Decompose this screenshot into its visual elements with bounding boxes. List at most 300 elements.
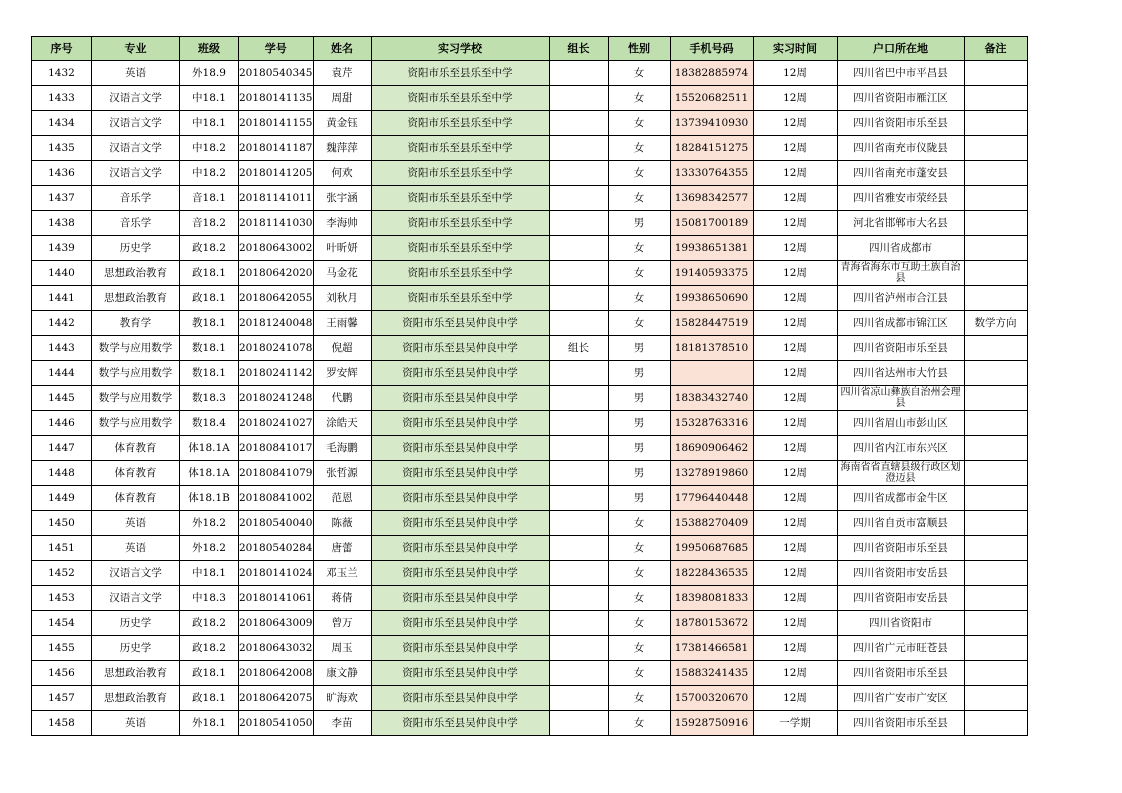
cell-remarks: 数学方向 xyxy=(964,311,1027,336)
cell-major: 英语 xyxy=(92,711,180,736)
cell-remarks xyxy=(964,611,1027,636)
cell-seq: 1455 xyxy=(32,636,92,661)
cell-duration: 12周 xyxy=(753,286,837,311)
cell-leader xyxy=(549,511,608,536)
cell-hukou: 四川省资阳市雁江区 xyxy=(837,86,964,111)
cell-duration: 12周 xyxy=(753,661,837,686)
table-row xyxy=(32,561,1028,586)
cell-name: 王雨馨 xyxy=(313,311,371,336)
cell-gender: 女 xyxy=(608,536,670,561)
cell-name: 魏萍萍 xyxy=(313,136,371,161)
cell-student-id: 20180642055 xyxy=(239,286,314,311)
table-row xyxy=(32,511,1028,536)
cell-name: 叶昕妍 xyxy=(313,236,371,261)
cell-hukou: 四川省成都市金牛区 xyxy=(837,486,964,511)
cell-remarks xyxy=(964,461,1027,486)
table-row xyxy=(32,336,1028,361)
cell-hukou: 青海省海东市互助土族自治县 xyxy=(837,261,964,286)
cell-phone: 18383432740 xyxy=(670,386,753,411)
cell-remarks xyxy=(964,536,1027,561)
cell-phone: 19938650690 xyxy=(670,286,753,311)
table-body xyxy=(32,61,1028,736)
cell-major: 历史学 xyxy=(92,236,180,261)
cell-major: 音乐学 xyxy=(92,211,180,236)
cell-major: 汉语言文学 xyxy=(92,136,180,161)
cell-leader: 组长 xyxy=(549,336,608,361)
cell-leader xyxy=(549,436,608,461)
cell-leader xyxy=(549,686,608,711)
cell-phone: 19938651381 xyxy=(670,236,753,261)
cell-leader xyxy=(549,211,608,236)
table-row xyxy=(32,361,1028,386)
table-row xyxy=(32,386,1028,411)
cell-school: 资阳市乐至县吴仲良中学 xyxy=(371,636,549,661)
cell-student-id: 20180241248 xyxy=(239,386,314,411)
cell-major: 历史学 xyxy=(92,636,180,661)
cell-duration: 12周 xyxy=(753,336,837,361)
cell-seq: 1453 xyxy=(32,586,92,611)
cell-hukou: 四川省南充市仪陇县 xyxy=(837,136,964,161)
cell-gender: 男 xyxy=(608,411,670,436)
cell-phone: 17796440448 xyxy=(670,486,753,511)
cell-hukou: 河北省邯郸市大名县 xyxy=(837,211,964,236)
cell-leader xyxy=(549,561,608,586)
cell-school: 资阳市乐至县吴仲良中学 xyxy=(371,511,549,536)
cell-remarks xyxy=(964,686,1027,711)
table-row xyxy=(32,86,1028,111)
cell-class: 中18.2 xyxy=(180,136,239,161)
cell-phone: 15388270409 xyxy=(670,511,753,536)
cell-seq: 1441 xyxy=(32,286,92,311)
cell-major: 体育教育 xyxy=(92,436,180,461)
cell-class: 体18.1B xyxy=(180,486,239,511)
cell-name: 马金花 xyxy=(313,261,371,286)
cell-phone xyxy=(670,361,753,386)
cell-remarks xyxy=(964,586,1027,611)
cell-phone: 15928750916 xyxy=(670,711,753,736)
cell-gender: 女 xyxy=(608,561,670,586)
cell-hukou: 四川省自贡市富顺县 xyxy=(837,511,964,536)
cell-name: 陈薇 xyxy=(313,511,371,536)
cell-major: 教育学 xyxy=(92,311,180,336)
cell-school: 资阳市乐至县吴仲良中学 xyxy=(371,486,549,511)
table-row xyxy=(32,536,1028,561)
cell-remarks xyxy=(964,661,1027,686)
cell-major: 音乐学 xyxy=(92,186,180,211)
cell-seq: 1448 xyxy=(32,461,92,486)
cell-school: 资阳市乐至县吴仲良中学 xyxy=(371,611,549,636)
cell-gender: 女 xyxy=(608,86,670,111)
cell-school: 资阳市乐至县吴仲良中学 xyxy=(371,711,549,736)
cell-hukou: 四川省资阳市乐至县 xyxy=(837,336,964,361)
cell-student-id: 20181141011 xyxy=(239,186,314,211)
table-row xyxy=(32,661,1028,686)
cell-leader xyxy=(549,586,608,611)
cell-leader xyxy=(549,486,608,511)
cell-duration: 12周 xyxy=(753,61,837,86)
cell-remarks xyxy=(964,286,1027,311)
cell-gender: 女 xyxy=(608,511,670,536)
table-row xyxy=(32,261,1028,286)
cell-seq: 1446 xyxy=(32,411,92,436)
cell-name: 张宇涵 xyxy=(313,186,371,211)
table-row xyxy=(32,311,1028,336)
cell-hukou: 四川省雅安市荥经县 xyxy=(837,186,964,211)
cell-school: 资阳市乐至县吴仲良中学 xyxy=(371,336,549,361)
header-duration: 实习时间 xyxy=(753,37,837,61)
cell-leader xyxy=(549,711,608,736)
cell-hukou: 四川省广安市广安区 xyxy=(837,686,964,711)
cell-remarks xyxy=(964,86,1027,111)
cell-phone: 15328763316 xyxy=(670,411,753,436)
cell-major: 数学与应用数学 xyxy=(92,336,180,361)
cell-duration: 12周 xyxy=(753,186,837,211)
cell-student-id: 20180541050 xyxy=(239,711,314,736)
cell-name: 唐蕾 xyxy=(313,536,371,561)
cell-school: 资阳市乐至县吴仲良中学 xyxy=(371,461,549,486)
cell-gender: 男 xyxy=(608,211,670,236)
cell-school: 资阳市乐至县乐至中学 xyxy=(371,86,549,111)
cell-student-id: 20180540040 xyxy=(239,511,314,536)
cell-class: 外18.2 xyxy=(180,536,239,561)
header-major: 专业 xyxy=(92,37,180,61)
cell-hukou: 四川省资阳市乐至县 xyxy=(837,111,964,136)
cell-student-id: 20180540345 xyxy=(239,61,314,86)
cell-duration: 12周 xyxy=(753,86,837,111)
cell-student-id: 20180241142 xyxy=(239,361,314,386)
table-row xyxy=(32,186,1028,211)
cell-student-id: 20180643002 xyxy=(239,236,314,261)
cell-remarks xyxy=(964,336,1027,361)
cell-major: 数学与应用数学 xyxy=(92,386,180,411)
cell-seq: 1452 xyxy=(32,561,92,586)
header-seq: 序号 xyxy=(32,37,92,61)
cell-student-id: 20180241027 xyxy=(239,411,314,436)
cell-class: 中18.3 xyxy=(180,586,239,611)
cell-remarks xyxy=(964,486,1027,511)
cell-class: 外18.9 xyxy=(180,61,239,86)
cell-remarks xyxy=(964,561,1027,586)
cell-major: 数学与应用数学 xyxy=(92,411,180,436)
cell-duration: 12周 xyxy=(753,111,837,136)
cell-seq: 1440 xyxy=(32,261,92,286)
cell-hukou: 四川省广元市旺苍县 xyxy=(837,636,964,661)
cell-seq: 1458 xyxy=(32,711,92,736)
cell-class: 政18.2 xyxy=(180,611,239,636)
cell-gender: 女 xyxy=(608,111,670,136)
header-name: 姓名 xyxy=(313,37,371,61)
cell-seq: 1451 xyxy=(32,536,92,561)
cell-hukou: 四川省达州市大竹县 xyxy=(837,361,964,386)
cell-leader xyxy=(549,286,608,311)
table-row xyxy=(32,486,1028,511)
cell-class: 体18.1A xyxy=(180,461,239,486)
cell-gender: 女 xyxy=(608,586,670,611)
header-class: 班级 xyxy=(180,37,239,61)
cell-seq: 1432 xyxy=(32,61,92,86)
cell-class: 中18.1 xyxy=(180,86,239,111)
cell-gender: 女 xyxy=(608,711,670,736)
cell-name: 袁芹 xyxy=(313,61,371,86)
cell-hukou: 四川省资阳市乐至县 xyxy=(837,711,964,736)
cell-class: 政18.1 xyxy=(180,286,239,311)
cell-gender: 女 xyxy=(608,261,670,286)
cell-student-id: 20180643032 xyxy=(239,636,314,661)
cell-gender: 男 xyxy=(608,436,670,461)
cell-student-id: 20180841002 xyxy=(239,486,314,511)
table-row xyxy=(32,61,1028,86)
cell-school: 资阳市乐至县吴仲良中学 xyxy=(371,311,549,336)
cell-school: 资阳市乐至县乐至中学 xyxy=(371,161,549,186)
cell-leader xyxy=(549,636,608,661)
cell-phone: 18284151275 xyxy=(670,136,753,161)
cell-duration: 12周 xyxy=(753,536,837,561)
cell-name: 李苗 xyxy=(313,711,371,736)
cell-major: 数学与应用数学 xyxy=(92,361,180,386)
cell-student-id: 20180141205 xyxy=(239,161,314,186)
cell-hukou: 四川省资阳市乐至县 xyxy=(837,661,964,686)
cell-phone: 18228436535 xyxy=(670,561,753,586)
cell-gender: 女 xyxy=(608,311,670,336)
header-school: 实习学校 xyxy=(371,37,549,61)
cell-duration: 12周 xyxy=(753,511,837,536)
cell-leader xyxy=(549,611,608,636)
table-row xyxy=(32,611,1028,636)
cell-class: 数18.4 xyxy=(180,411,239,436)
cell-leader xyxy=(549,386,608,411)
cell-seq: 1444 xyxy=(32,361,92,386)
cell-phone: 18398081833 xyxy=(670,586,753,611)
cell-phone: 18382885974 xyxy=(670,61,753,86)
cell-seq: 1450 xyxy=(32,511,92,536)
cell-phone: 13739410930 xyxy=(670,111,753,136)
cell-student-id: 20180141024 xyxy=(239,561,314,586)
table-row xyxy=(32,286,1028,311)
cell-major: 思想政治教育 xyxy=(92,261,180,286)
cell-student-id: 20180642008 xyxy=(239,661,314,686)
cell-gender: 男 xyxy=(608,361,670,386)
cell-gender: 女 xyxy=(608,61,670,86)
cell-leader xyxy=(549,361,608,386)
cell-seq: 1439 xyxy=(32,236,92,261)
cell-class: 政18.1 xyxy=(180,261,239,286)
header-row xyxy=(32,37,1028,61)
cell-gender: 女 xyxy=(608,661,670,686)
table-row xyxy=(32,586,1028,611)
cell-leader xyxy=(549,111,608,136)
cell-name: 何欢 xyxy=(313,161,371,186)
cell-name: 蒋倩 xyxy=(313,586,371,611)
cell-name: 旷海欢 xyxy=(313,686,371,711)
cell-remarks xyxy=(964,411,1027,436)
cell-student-id: 20180642020 xyxy=(239,261,314,286)
cell-class: 数18.3 xyxy=(180,386,239,411)
cell-duration: 12周 xyxy=(753,636,837,661)
cell-gender: 男 xyxy=(608,336,670,361)
internship-roster-table xyxy=(31,36,1028,736)
cell-hukou: 四川省成都市锦江区 xyxy=(837,311,964,336)
cell-student-id: 20181141030 xyxy=(239,211,314,236)
cell-remarks xyxy=(964,61,1027,86)
cell-duration: 12周 xyxy=(753,461,837,486)
cell-hukou: 四川省内江市东兴区 xyxy=(837,436,964,461)
cell-leader xyxy=(549,536,608,561)
cell-phone: 15828447519 xyxy=(670,311,753,336)
cell-name: 刘秋月 xyxy=(313,286,371,311)
cell-remarks xyxy=(964,211,1027,236)
cell-name: 涂皓天 xyxy=(313,411,371,436)
table-row xyxy=(32,461,1028,486)
cell-seq: 1437 xyxy=(32,186,92,211)
cell-student-id: 20180241078 xyxy=(239,336,314,361)
cell-hukou: 四川省资阳市乐至县 xyxy=(837,536,964,561)
table-row xyxy=(32,211,1028,236)
cell-seq: 1447 xyxy=(32,436,92,461)
cell-gender: 女 xyxy=(608,636,670,661)
cell-class: 政18.2 xyxy=(180,236,239,261)
cell-seq: 1433 xyxy=(32,86,92,111)
cell-duration: 12周 xyxy=(753,236,837,261)
cell-seq: 1449 xyxy=(32,486,92,511)
cell-seq: 1443 xyxy=(32,336,92,361)
cell-gender: 男 xyxy=(608,461,670,486)
cell-name: 代鹏 xyxy=(313,386,371,411)
cell-major: 体育教育 xyxy=(92,486,180,511)
cell-phone: 19950687685 xyxy=(670,536,753,561)
cell-leader xyxy=(549,661,608,686)
cell-duration: 12周 xyxy=(753,411,837,436)
table-row xyxy=(32,111,1028,136)
cell-leader xyxy=(549,236,608,261)
cell-student-id: 20180642075 xyxy=(239,686,314,711)
cell-remarks xyxy=(964,136,1027,161)
cell-duration: 12周 xyxy=(753,311,837,336)
cell-leader xyxy=(549,161,608,186)
cell-school: 资阳市乐至县吴仲良中学 xyxy=(371,686,549,711)
cell-remarks xyxy=(964,186,1027,211)
cell-school: 资阳市乐至县乐至中学 xyxy=(371,261,549,286)
cell-name: 毛海鹏 xyxy=(313,436,371,461)
cell-student-id: 20180841079 xyxy=(239,461,314,486)
cell-major: 思想政治教育 xyxy=(92,286,180,311)
cell-hukou: 四川省泸州市合江县 xyxy=(837,286,964,311)
cell-phone: 15520682511 xyxy=(670,86,753,111)
cell-student-id: 20180141061 xyxy=(239,586,314,611)
cell-seq: 1434 xyxy=(32,111,92,136)
table-row xyxy=(32,636,1028,661)
cell-major: 汉语言文学 xyxy=(92,586,180,611)
header-leader: 组长 xyxy=(549,37,608,61)
cell-hukou: 四川省南充市蓬安县 xyxy=(837,161,964,186)
cell-seq: 1442 xyxy=(32,311,92,336)
cell-major: 汉语言文学 xyxy=(92,111,180,136)
cell-duration: 12周 xyxy=(753,586,837,611)
cell-name: 李海帅 xyxy=(313,211,371,236)
cell-phone: 15081700189 xyxy=(670,211,753,236)
cell-major: 英语 xyxy=(92,511,180,536)
cell-school: 资阳市乐至县吴仲良中学 xyxy=(371,361,549,386)
cell-hukou: 四川省资阳市安岳县 xyxy=(837,561,964,586)
cell-school: 资阳市乐至县乐至中学 xyxy=(371,136,549,161)
cell-hukou: 四川省凉山彝族自治州会理县 xyxy=(837,386,964,411)
table-row xyxy=(32,686,1028,711)
cell-major: 英语 xyxy=(92,536,180,561)
cell-school: 资阳市乐至县乐至中学 xyxy=(371,186,549,211)
cell-school: 资阳市乐至县吴仲良中学 xyxy=(371,586,549,611)
cell-class: 数18.1 xyxy=(180,336,239,361)
header-student-id: 学号 xyxy=(239,37,314,61)
cell-name: 康文静 xyxy=(313,661,371,686)
table-row xyxy=(32,136,1028,161)
cell-gender: 男 xyxy=(608,386,670,411)
cell-phone: 13330764355 xyxy=(670,161,753,186)
cell-leader xyxy=(549,186,608,211)
cell-remarks xyxy=(964,161,1027,186)
cell-phone: 17381466581 xyxy=(670,636,753,661)
cell-class: 政18.1 xyxy=(180,661,239,686)
cell-student-id: 20180540284 xyxy=(239,536,314,561)
table-row xyxy=(32,436,1028,461)
cell-seq: 1456 xyxy=(32,661,92,686)
cell-leader xyxy=(549,311,608,336)
cell-major: 英语 xyxy=(92,61,180,86)
table-row xyxy=(32,711,1028,736)
cell-name: 周玉 xyxy=(313,636,371,661)
cell-phone: 15700320670 xyxy=(670,686,753,711)
cell-phone: 18181378510 xyxy=(670,336,753,361)
cell-leader xyxy=(549,261,608,286)
cell-hukou: 四川省资阳市 xyxy=(837,611,964,636)
cell-class: 体18.1A xyxy=(180,436,239,461)
cell-school: 资阳市乐至县乐至中学 xyxy=(371,61,549,86)
cell-leader xyxy=(549,136,608,161)
cell-name: 倪超 xyxy=(313,336,371,361)
cell-name: 曾万 xyxy=(313,611,371,636)
cell-name: 邓玉兰 xyxy=(313,561,371,586)
cell-duration: 12周 xyxy=(753,261,837,286)
cell-leader xyxy=(549,86,608,111)
cell-school: 资阳市乐至县乐至中学 xyxy=(371,286,549,311)
cell-class: 教18.1 xyxy=(180,311,239,336)
cell-gender: 女 xyxy=(608,161,670,186)
cell-major: 体育教育 xyxy=(92,461,180,486)
cell-remarks xyxy=(964,236,1027,261)
cell-major: 历史学 xyxy=(92,611,180,636)
cell-gender: 女 xyxy=(608,611,670,636)
cell-phone: 18690906462 xyxy=(670,436,753,461)
cell-class: 音18.2 xyxy=(180,211,239,236)
cell-leader xyxy=(549,411,608,436)
cell-major: 汉语言文学 xyxy=(92,86,180,111)
cell-leader xyxy=(549,61,608,86)
cell-name: 周甜 xyxy=(313,86,371,111)
cell-name: 张哲源 xyxy=(313,461,371,486)
cell-student-id: 20180643009 xyxy=(239,611,314,636)
cell-name: 罗安辉 xyxy=(313,361,371,386)
cell-name: 黄金钰 xyxy=(313,111,371,136)
cell-seq: 1445 xyxy=(32,386,92,411)
cell-student-id: 20180141155 xyxy=(239,111,314,136)
cell-remarks xyxy=(964,111,1027,136)
cell-school: 资阳市乐至县吴仲良中学 xyxy=(371,436,549,461)
cell-hukou: 四川省资阳市安岳县 xyxy=(837,586,964,611)
table-row xyxy=(32,236,1028,261)
cell-seq: 1457 xyxy=(32,686,92,711)
cell-phone: 15883241435 xyxy=(670,661,753,686)
cell-gender: 女 xyxy=(608,136,670,161)
cell-school: 资阳市乐至县吴仲良中学 xyxy=(371,386,549,411)
cell-duration: 12周 xyxy=(753,361,837,386)
